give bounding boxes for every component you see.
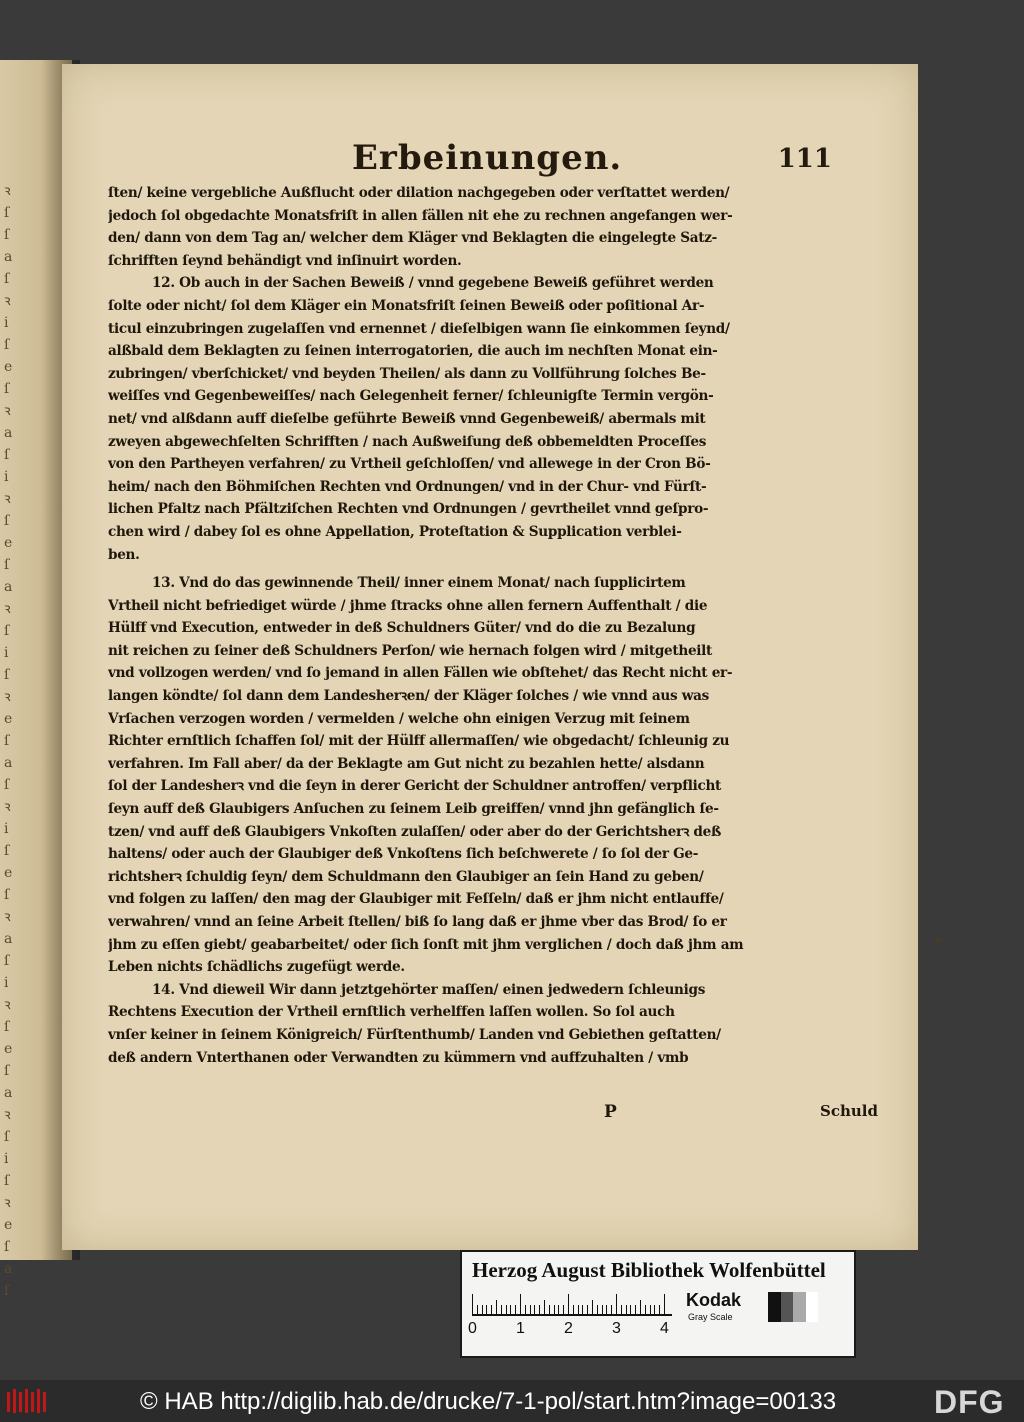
text-line: jedoch ſol obgedachte Monatsfriſt in allen fällen nit ehe zu rechnen angefangen wer- xyxy=(108,207,733,224)
text-line: Hülff vnd Execution, entweder in deß Schuldners Güter/ vnd do die zu Bezalung xyxy=(108,620,696,637)
ruler-tick xyxy=(558,1305,559,1314)
scale-ruler xyxy=(472,1292,672,1316)
text-line: vnd vollzogen werden/ vnd ſo jemand in allen Fällen wie obſtehet/ das Recht nicht er- xyxy=(108,665,733,682)
ruler-number: 0 xyxy=(468,1320,477,1337)
page-footer xyxy=(108,1102,878,1126)
text-line: chen wird / dabey ſol es ohne Appellation, Proteſtation & Supplication verblei- xyxy=(108,523,682,540)
text-line: net/ vnd alßdann auff dieſelbe geführte Beweiß vnnd Gegenbeweiß/ abermals mit xyxy=(108,410,706,427)
ruler-tick xyxy=(650,1305,651,1314)
ruler-tick xyxy=(606,1305,607,1314)
text-line: Vrtheil nicht befriediget würde / jhme ſtracks ohne allen fernern Auffenthalt / die xyxy=(108,597,708,614)
ruler-tick xyxy=(659,1305,660,1314)
viewer-footer xyxy=(0,1380,1024,1422)
text-line: weiſſes vnd Gegenbeweiſſes/ nach Gelegenheit ferner/ ſchleunigſte Termin vergön- xyxy=(108,388,714,405)
running-title: Erbeinungen. xyxy=(352,138,623,178)
text-line: alßbald dem Beklagten zu ſeinen interrogatorien, die auch im nechſten Monat ein- xyxy=(108,343,718,360)
ruler-tick xyxy=(573,1305,574,1314)
text-line: zubringen/ vberſchicket/ vnd beyden Theilen/ als dann zu Vollführung ſolches Be- xyxy=(108,365,706,382)
text-line: Leben nichts ſchädlichs zugefügt werde. xyxy=(108,959,405,976)
ruler-tick xyxy=(592,1300,593,1314)
text-line: 14. Vnd dieweil Wir dann jetztgehörter maſſen/ einen jedwedern ſchleunigs xyxy=(152,981,706,998)
ruler-number: 4 xyxy=(660,1320,669,1337)
ruler-tick xyxy=(602,1305,603,1314)
gray-patch xyxy=(768,1292,781,1322)
text-line: ſol der Landesherꝛ vnd die ſeyn in derer Gericht der Schuldner antroffen/ verpflicht xyxy=(108,778,722,795)
gray-patch xyxy=(781,1292,794,1322)
ruler-tick xyxy=(525,1305,526,1314)
text-line: haltens/ oder auch der Glaubiger deß Vnkoſtens ſich beſchwerete / ſo ſol der Ge- xyxy=(108,846,699,863)
ruler-tick xyxy=(520,1294,521,1314)
text-line: 13. Vnd do das gewinnende Theil/ inner einem Monat/ nach ſupplicirtem xyxy=(152,575,686,592)
ruler-tick xyxy=(539,1305,540,1314)
text-line: heim/ nach den Böhmiſchen Rechten vnd Ordnungen/ vnd in der Chur- vnd Fürſt- xyxy=(108,478,707,495)
kodak-logo: Kodak xyxy=(686,1290,742,1310)
gray-patch xyxy=(806,1292,819,1322)
previous-page-marks: ꝛ ſ ſ a ſ ꝛ i ſ e ſ ꝛ a ſ i ꝛ ſ e ſ a ꝛ ſ i ſ ꝛ e ſ a ſ ꝛ i ſ e ſ ꝛ a ſ i ꝛ ſ e ſ a ꝛ ſ i ſ ꝛ e ſ a ſ xyxy=(4,183,13,1299)
catchword: Schuld xyxy=(820,1102,878,1120)
text-line: tzen/ vnd auff deß Glaubigers Vnkoſten zulaſſen/ oder aber do der Gerichtsherꝛ deß xyxy=(108,823,721,840)
text-line: Rechtens Execution der Vrtheil ernſtlich verhelffen laſſen wollen. So ſol auch xyxy=(108,1004,675,1021)
text-line: richtsherꝛ ſchuldig ſeyn/ dem Schuldmann den Glaubiger an ſein Hand zu geben/ xyxy=(108,868,704,885)
page-number: 111 xyxy=(777,144,832,174)
page-text xyxy=(108,182,878,1069)
text-line: ſolte oder nicht/ ſol dem Kläger ein Monatsfriſt ſeinen Beweiß oder poſitional Ar- xyxy=(108,297,705,314)
copyright-url[interactable]: © HAB http://diglib.hab.de/drucke/7-1-pol/start.htm?image=00133 xyxy=(140,1388,837,1415)
ruler-tick xyxy=(549,1305,550,1314)
text-line: Richter ernſtlich ſchaffen ſol/ mit der Hülff allermaſſen/ wie obgedacht/ ſchleunig zu xyxy=(108,733,730,750)
ruler-tick xyxy=(501,1305,502,1314)
library-label-card xyxy=(460,1250,856,1358)
ruler-tick xyxy=(506,1305,507,1314)
text-line: ſchrifften ſeynd behändigt vnd inſinuirt worden. xyxy=(108,252,462,269)
text-line: den/ dann von dem Tag an/ welcher dem Kläger vnd Beklagten die eingelegte Satz- xyxy=(108,230,718,247)
ruler-tick xyxy=(611,1305,612,1314)
text-line: langen köndte/ ſol dann dem Landesherꝛen/ der Kläger ſolches / wie vnnd aus was xyxy=(108,688,709,705)
text-line: Vrſachen verzogen worden / vermelden / welche ohn einigen Verzug mit ſeinem xyxy=(108,710,690,727)
ruler-tick xyxy=(664,1294,665,1314)
hab-logo-icon xyxy=(4,1386,50,1416)
gray-scale-patches xyxy=(768,1292,818,1322)
ruler-tick xyxy=(477,1305,478,1314)
text-line: zweyen abgewechſelten Schrifften / nach Außweiſung deß obbemeldten Proceſſes xyxy=(108,433,707,450)
ruler-tick xyxy=(510,1305,511,1314)
gray-patch xyxy=(793,1292,806,1322)
ruler-tick xyxy=(530,1305,531,1314)
ruler-tick xyxy=(515,1305,516,1314)
library-name: Herzog August Bibliothek Wolfenbüttel xyxy=(472,1258,826,1282)
ruler-tick xyxy=(563,1305,564,1314)
ruler-tick xyxy=(597,1305,598,1314)
text-line: nit reichen zu ſeiner deß Schuldners Perſon/ wie hernach folgen wird / mitgetheilt xyxy=(108,642,713,659)
text-line: verfahren. Im Fall aber/ da der Beklagte am Gut nicht zu bezahlen hette/ alsdann xyxy=(108,755,705,772)
ruler-tick xyxy=(578,1305,579,1314)
page-header xyxy=(352,138,832,188)
text-line: vnd folgen zu laſſen/ den mag der Glaubiger mit Feſſeln/ daß er jhm nicht entlauffe/ xyxy=(108,891,724,908)
text-line: ſeyn auff deß Glaubigers Anſuchen zu ſeinem Leib greiffen/ vnnd jhn gefänglich ſe- xyxy=(108,801,719,818)
ruler-tick xyxy=(534,1305,535,1314)
ruler-tick xyxy=(640,1300,641,1314)
ruler-tick xyxy=(635,1305,636,1314)
gray-scale-label: Gray Scale xyxy=(688,1312,733,1322)
ruler-tick xyxy=(568,1294,569,1314)
text-line: ben. xyxy=(108,546,140,563)
text-line: deß andern Vnterthanen oder Verwandten zu kümmern vnd auffzuhalten / vmb xyxy=(108,1049,689,1066)
ruler-tick xyxy=(654,1305,655,1314)
text-line: lichen Pfaltz nach Pfältziſchen Rechten vnd Ordnungen / gevrtheilet vnnd geſpro- xyxy=(108,501,709,518)
ruler-tick xyxy=(554,1305,555,1314)
dfg-logo: DFG xyxy=(934,1384,1005,1420)
ruler-tick xyxy=(472,1294,473,1314)
ruler-tick xyxy=(587,1305,588,1314)
ruler-tick xyxy=(645,1305,646,1314)
text-line: 12. Ob auch in der Sachen Beweiß / vnnd gegebene Beweiß geführet werden xyxy=(152,275,714,292)
text-line: jhm zu eſſen giebt/ geabarbeitet/ oder ſich ſonſt mit jhm verglichen / doch daß jhm am xyxy=(108,936,744,953)
book-page xyxy=(62,64,918,1250)
ruler-tick xyxy=(582,1305,583,1314)
signature-mark: P xyxy=(604,1102,617,1122)
text-line: vnſer keiner in ſeinem Königreich/ Fürſtenthumb/ Landen vnd Gebiethen geſtatten/ xyxy=(108,1026,721,1043)
ruler-tick xyxy=(621,1305,622,1314)
text-line: ſten/ keine vergebliche Außflucht oder dilation nachgegeben oder verſtattet werden/ xyxy=(108,185,730,201)
text-line: verwahren/ vnnd an ſeine Arbeit ſtellen/ biß ſo lang daß er jhme vber das Brod/ ſo er xyxy=(108,914,727,930)
ruler-number: 2 xyxy=(564,1320,573,1337)
ruler-tick xyxy=(486,1305,487,1314)
ruler-tick xyxy=(626,1305,627,1314)
paper-speck xyxy=(936,938,941,943)
text-line: ticul einzubringen zugelaſſen vnd ernennet / dieſelbigen wann ſie einkommen ſeynd/ xyxy=(108,320,730,337)
ruler-tick xyxy=(491,1305,492,1314)
ruler-tick xyxy=(544,1300,545,1314)
ruler-tick xyxy=(482,1305,483,1314)
ruler-number: 1 xyxy=(516,1320,525,1337)
text-line: von den Partheyen verfahren/ zu Vrtheil geſchloſſen/ vnd allewege in der Cron Bö- xyxy=(108,456,711,473)
ruler-tick xyxy=(630,1305,631,1314)
ruler-tick xyxy=(616,1294,617,1314)
ruler-tick xyxy=(496,1300,497,1314)
ruler-number: 3 xyxy=(612,1320,621,1337)
